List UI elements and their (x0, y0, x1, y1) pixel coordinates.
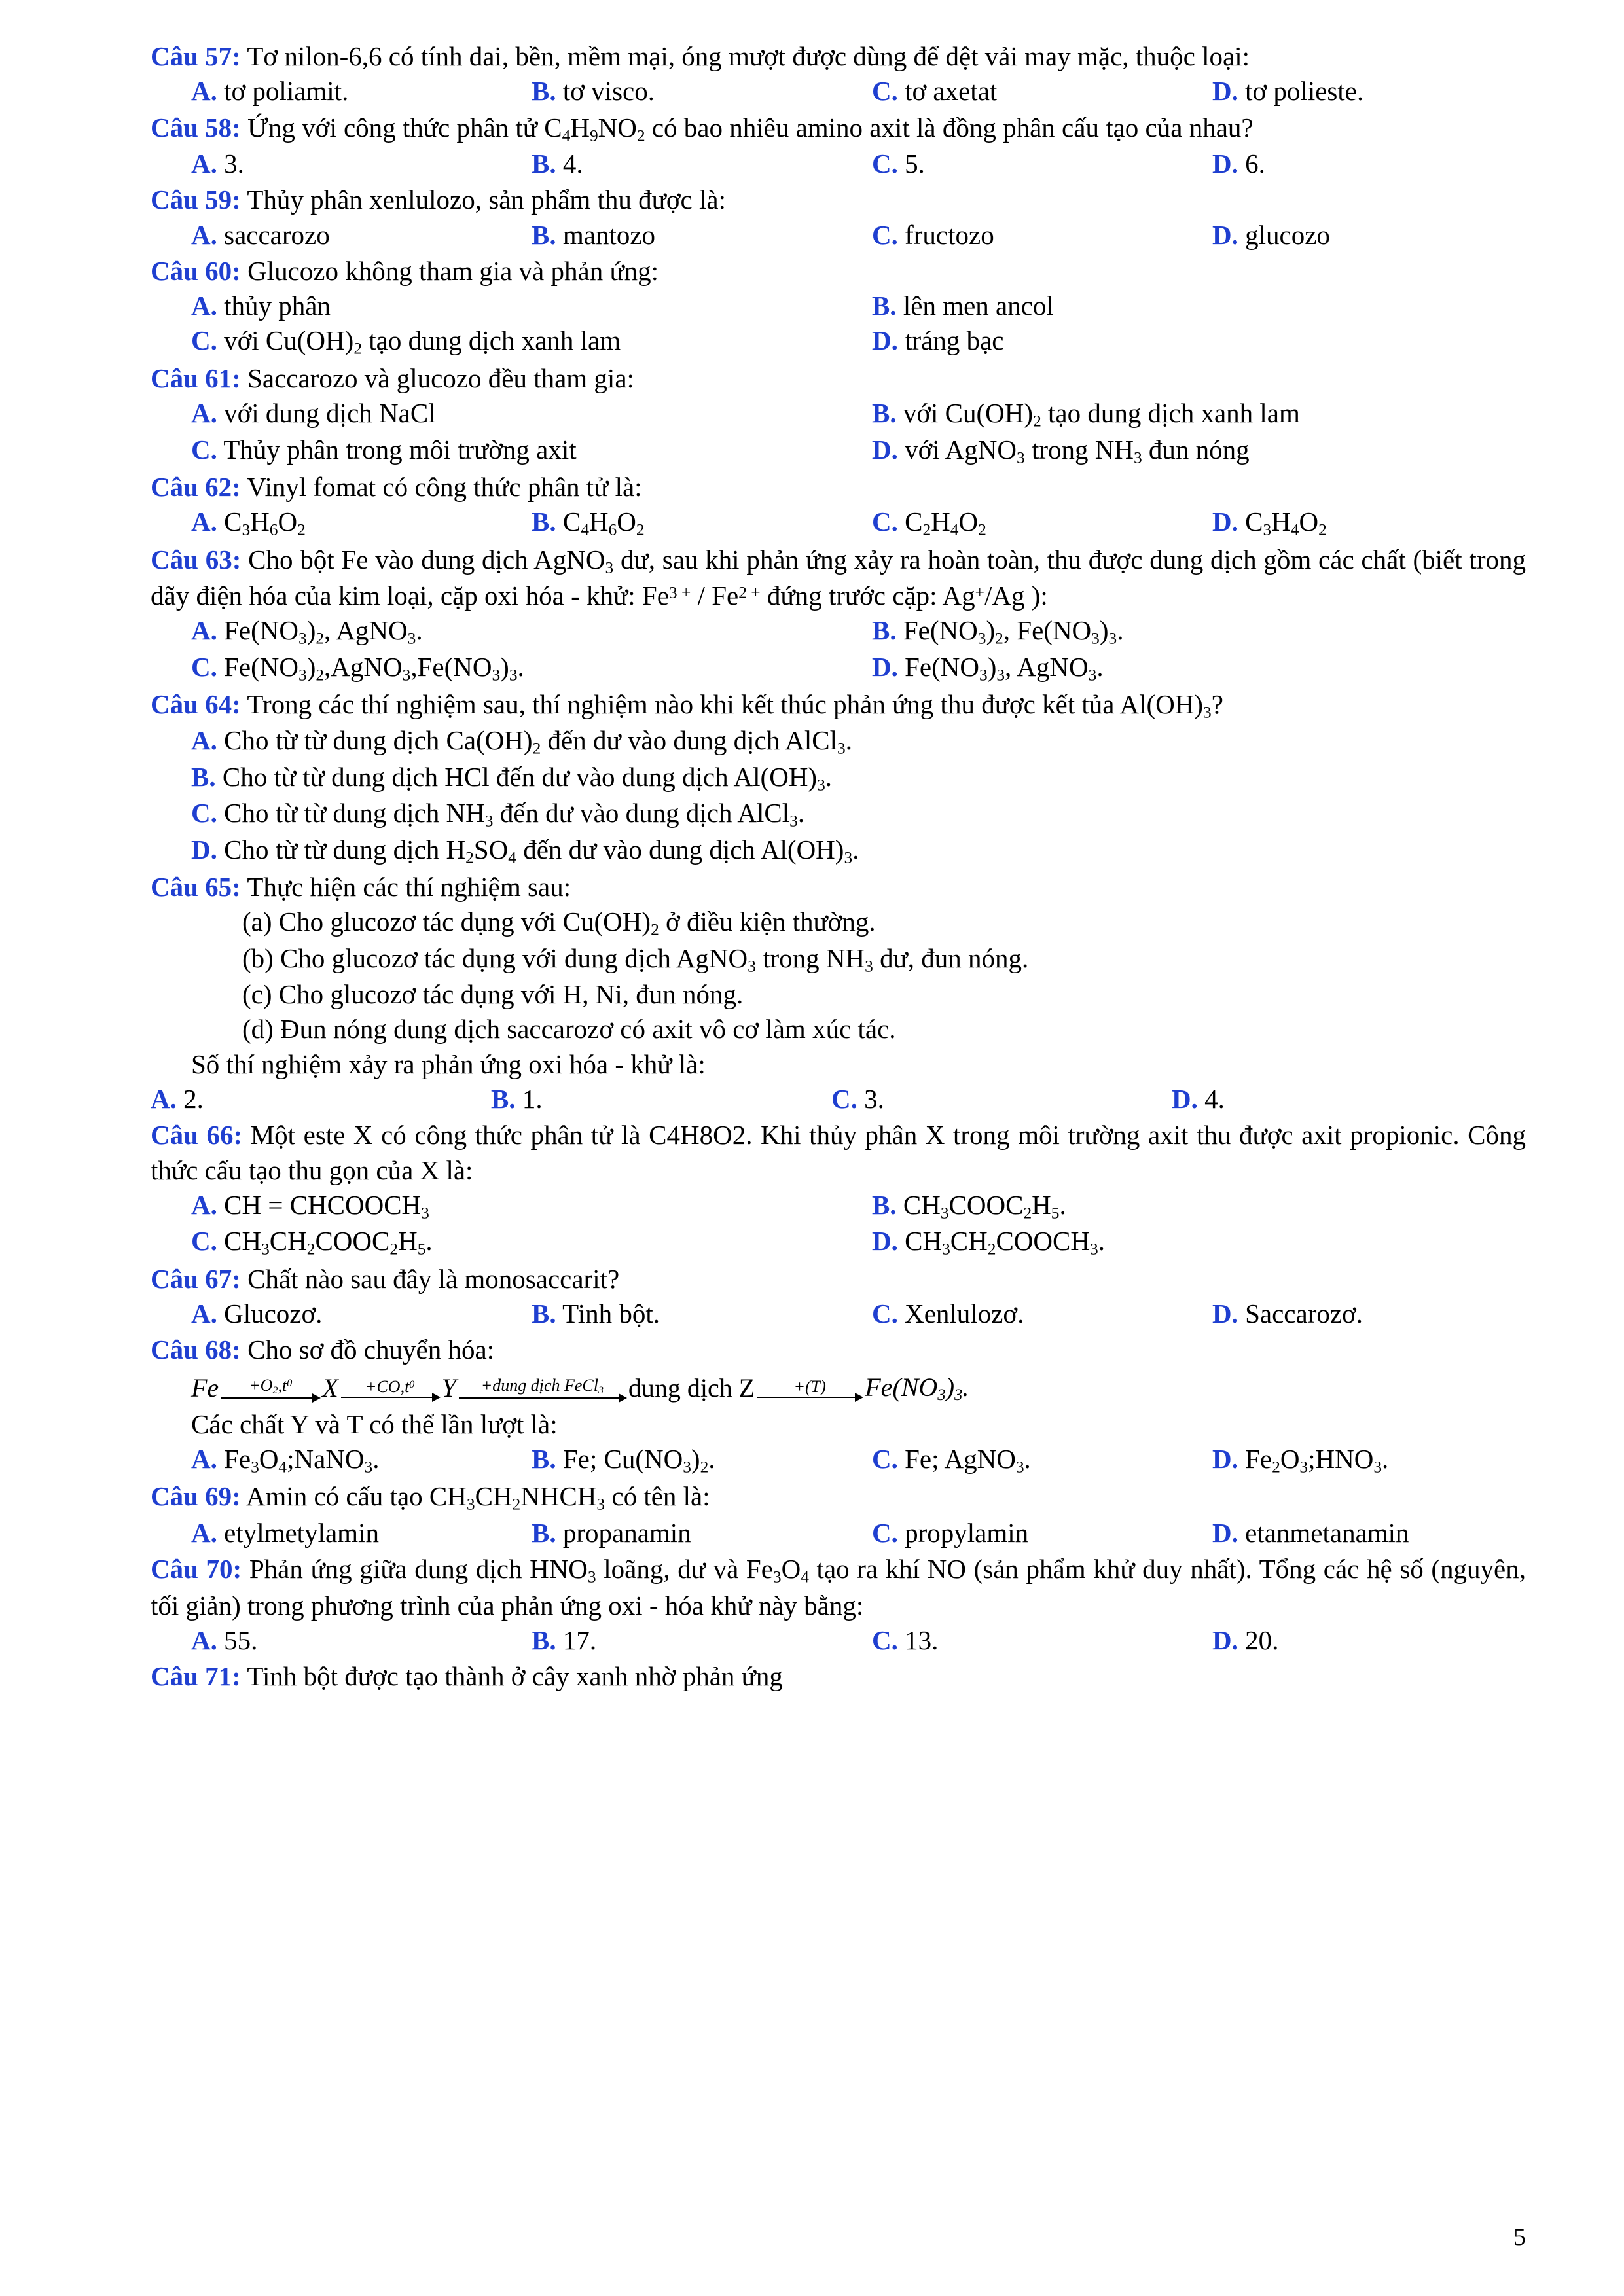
question-label: Câu 60: (151, 255, 241, 286)
option-c[interactable]: C. Fe; AgNO$_3$. (872, 1444, 1031, 1477)
question-label: Câu 68: (151, 1335, 241, 1365)
arrow-line (757, 1397, 862, 1398)
option-d[interactable]: D. glucozo (1212, 219, 1330, 250)
question-label: Câu 69: (151, 1481, 241, 1512)
option-a[interactable]: A. saccarozo (191, 219, 330, 250)
scheme-arrow-4 (757, 1378, 862, 1398)
question-label: Câu 65: (151, 872, 241, 903)
question-block (151, 870, 1526, 1117)
question-block (151, 543, 1526, 686)
option-c[interactable]: C. propylamin (872, 1517, 1029, 1548)
option-a[interactable]: A. etylmetylamin (191, 1517, 379, 1548)
option-a[interactable]: A. Cho từ từ dung dịch $Ca(OH)_2$ đến dư vào dung dịch AlCl$_3$. (191, 725, 852, 758)
question-block (151, 1479, 1526, 1551)
option-b[interactable]: B. lên men ancol (872, 291, 1054, 321)
option-d[interactable]: D. Saccarozơ. (1212, 1298, 1363, 1329)
option-a[interactable]: A. với dung dịch NaCl (191, 398, 436, 429)
question-block (151, 39, 1526, 109)
scheme-node-end: $Fe(NO_3)_3$. (865, 1372, 969, 1404)
option-a[interactable]: A. thủy phân (191, 291, 331, 321)
scheme-start: Fe (191, 1373, 219, 1403)
question-stem: Câu 58: Ứng với công thức phân tử $C_4H_9NO_2$ có bao nhiêu amino axit là đồng phân cấu tạo của nhau? (151, 112, 1254, 145)
scheme-node-x: X (322, 1373, 338, 1403)
question-label: Câu 64: (151, 689, 241, 720)
question-label: Câu 58: (151, 112, 241, 143)
option-d[interactable]: D. 6. (1212, 148, 1265, 179)
option-row (151, 1516, 1526, 1551)
sub-item: (c) Cho glucozơ tác dụng với H, Ni, đun nóng. (242, 979, 744, 1010)
question-stem: Câu 64: Trong các thí nghiệm sau, thí nghiệm nào khi kết thúc phản ứng thu được kết tủa $Al(OH)_3$? (151, 689, 1223, 722)
option-a[interactable]: A. 2. (151, 1084, 204, 1115)
option-a[interactable]: A. tơ poliamit. (191, 76, 349, 107)
question-block (151, 361, 1526, 469)
option-c[interactable]: C. Cho từ từ dung dịch $NH_3$ đến dư vào dung dịch AlCl$_3$. (191, 798, 805, 831)
option-b[interactable]: B. mantozo (532, 219, 656, 250)
option-b[interactable]: B. $C_4H_6O_2$ (532, 507, 645, 539)
option-b[interactable]: B. 1. (491, 1084, 543, 1115)
question-label: Câu 71: (151, 1661, 241, 1692)
option-row (151, 74, 1526, 109)
option-a[interactable]: A. $Fe_3O_4;NaNO_3$. (191, 1444, 380, 1477)
option-c[interactable]: C. $C_2H_4O_2$ (872, 507, 986, 539)
option-d[interactable]: D. $CH_3CH_2COOCH_3$. (872, 1226, 1105, 1259)
option-row (151, 505, 1526, 541)
option-d[interactable]: D. $Fe(NO_3)_3$, AgNO$_3$. (872, 651, 1104, 685)
option-row (151, 1623, 1526, 1658)
option-b[interactable]: B. Tinh bột. (532, 1298, 660, 1329)
option-row (151, 1188, 1526, 1224)
option-d[interactable]: D. tráng bạc (872, 325, 1004, 356)
scheme-arrow-1 (221, 1377, 319, 1399)
question-label: Câu 67: (151, 1263, 241, 1294)
question-stem: Câu 65: Thực hiện các thí nghiệm sau: (151, 872, 571, 903)
option-c[interactable]: C. 5. (872, 148, 925, 179)
sub-item: (d) Đun nóng dung dịch saccarozơ có axit vô cơ làm xúc tác. (242, 1014, 896, 1045)
option-row (151, 433, 1526, 469)
option-c[interactable]: C. $CH_3CH_2COOC_2H_5$. (191, 1226, 433, 1259)
question-block (151, 254, 1526, 360)
question-label: Câu 66: (151, 1120, 243, 1151)
option-c[interactable]: C. Thủy phân trong môi trường axit (191, 434, 577, 465)
option-d[interactable]: D. $Fe_2O_3;HNO_3$. (1212, 1444, 1389, 1477)
question-label: Câu 59: (151, 185, 241, 215)
question-stem: Câu 57: Tơ nilon-6,6 có tính dai, bền, mềm mại, óng mượt được dùng để dệt vải may mặc, thuộc loại: (151, 41, 1250, 71)
option-row (151, 613, 1526, 649)
option-c[interactable]: C. 3. (831, 1084, 884, 1115)
question-block (151, 1262, 1526, 1332)
option-b[interactable]: B. Fe; $Cu(NO_3)_2$. (532, 1444, 715, 1477)
scheme-node-y: Y (441, 1373, 456, 1403)
scheme-arrow-label: $+O_2,t^0$ (249, 1376, 293, 1397)
option-b[interactable]: B. Cho từ từ dung dịch HCl đến dư vào dung dịch $Al(OH)_3$. (191, 761, 833, 795)
option-c[interactable]: C. 13. (872, 1624, 939, 1655)
reaction-scheme (151, 1372, 1526, 1405)
option-row (151, 650, 1526, 686)
option-row (151, 147, 1526, 181)
question-stem: Câu 62: Vinyl fomat có công thức phân tử là: (151, 471, 642, 502)
page-number: 5 (1513, 2223, 1526, 2251)
sub-item: (a) Cho glucozơ tác dụng với $Cu(OH)_2$ ở điều kiện thường. (242, 906, 876, 939)
question-stem (151, 1659, 1526, 1694)
question-stem: Câu 66: Một este X có công thức phân tử là C4H8O2. Khi thủy phân X trong môi trường axit thu được axit propionic. Công thức cấu tạo thu gọn của X là: (151, 1120, 1526, 1185)
option-row (151, 1297, 1526, 1331)
option-a[interactable]: A. 55. (191, 1624, 258, 1655)
scheme-arrow-label: +dung dịch FeCl$_3$ (480, 1376, 604, 1397)
option-b[interactable]: B. với $Cu(OH)_2$ tạo dung dịch xanh lam (872, 398, 1300, 431)
option-c[interactable]: C. Xenlulozơ. (872, 1298, 1024, 1329)
sub-item: (b) Cho glucozơ tác dụng với dung dịch AgNO$_3$ trong $NH_3$ dư, đun nóng. (242, 942, 1029, 976)
option-row (151, 289, 1526, 323)
option-d[interactable]: D. $C_3H_4O_2$ (1212, 507, 1327, 539)
scheme-arrow-label: +(T) (793, 1376, 826, 1396)
option-row (151, 396, 1526, 432)
scheme-arrow-2 (341, 1378, 439, 1398)
question-block (151, 687, 1526, 869)
option-d[interactable]: D. etanmetanamin (1212, 1517, 1409, 1548)
option-d[interactable]: D. Cho từ từ dung dịch $H_2SO_4$ đến dư vào dung dịch $Al(OH)_3$. (191, 834, 859, 867)
option-row (151, 218, 1526, 253)
option-c[interactable]: C. $Fe(NO_3)_2,AgNO_3,Fe(NO_3)_3$. (191, 651, 524, 685)
option-b[interactable]: B. $CH_3COOC_2H_5$. (872, 1189, 1066, 1223)
question-stem: Câu 70: Phản ứng giữa dung dịch $HNO_3$ loãng, dư và $Fe_3O_4$ tạo ra khí NO (sản phẩm khử duy nhất). Tổng các hệ số (nguyên, tối giản) trong phương trình của phản ứng oxi - hóa khử này bằng: (151, 1554, 1526, 1621)
question-continuation: Các chất Y và T có thể lần lượt là: (191, 1408, 558, 1439)
option-d[interactable]: D. với AgNO$_3$ trong $NH_3$ đun nóng (872, 434, 1250, 467)
question-label: Câu 62: (151, 471, 241, 502)
question-label: Câu 57: (151, 41, 241, 71)
question-block (151, 111, 1526, 182)
option-c[interactable]: C. với $Cu(OH)_2$ tạo dung dịch xanh lam (191, 325, 621, 358)
option-b[interactable]: B. 17. (532, 1624, 597, 1655)
option-a[interactable]: A. 3. (191, 148, 244, 179)
question-stem: Câu 59: Thủy phân xenlulozo, sản phẩm thu được là: (151, 185, 726, 215)
question-block (151, 1118, 1526, 1260)
option-a[interactable]: A. $Fe(NO_3)_2$, AgNO$_3$. (191, 615, 423, 648)
option-d[interactable]: D. tơ polieste. (1212, 76, 1364, 107)
option-c[interactable]: C. tơ axetat (872, 76, 998, 107)
question-stem: Câu 69: Amin có cấu tạo $CH_3CH_2NHCH_3$ có tên là: (151, 1481, 710, 1514)
question-stem: Câu 61: Saccarozo và glucozo đều tham gia: (151, 363, 634, 393)
option-a[interactable]: A. $C_3H_6O_2$ (191, 507, 306, 539)
option-b[interactable]: B. tơ visco. (532, 76, 655, 107)
question-label: Câu 61: (151, 363, 241, 393)
option-a[interactable]: A. Glucozơ. (191, 1298, 323, 1329)
arrow-line (221, 1397, 319, 1399)
scheme-arrow-3 (459, 1377, 626, 1399)
question-stem: Câu 60: Glucozo không tham gia và phản ứng: (151, 255, 659, 286)
option-row (151, 1224, 1526, 1260)
question-block (151, 1333, 1526, 1478)
question-label: Câu 70: (151, 1554, 242, 1585)
question-continuation: Số thí nghiệm xảy ra phản ứng oxi hóa - khử là: (191, 1049, 706, 1079)
question-stem-text: Tinh bột được tạo thành ở cây xanh nhờ phản ứng (247, 1661, 783, 1692)
question-stem: Câu 63: Cho bột Fe vào dung dịch AgNO$_3$ dư, sau khi phản ứng xảy ra hoàn toàn, thu được dung dịch gồm các chất (biết trong dãy điện hóa của kim loại, cặp oxi hóa - khử: $Fe^{3 +} / Fe^{2 +}$ đứng trước cặp: Ag+/Ag ): (151, 544, 1526, 611)
option-c[interactable]: C. fructozo (872, 219, 994, 250)
question-stem: Câu 68: Cho sơ đồ chuyển hóa: (151, 1335, 495, 1365)
question-block (151, 183, 1526, 253)
option-b[interactable]: B. $Fe(NO_3)_2$, $Fe(NO_3)_3$. (872, 615, 1124, 648)
option-b[interactable]: B. 4. (532, 148, 583, 179)
question-label: Câu 63: (151, 544, 242, 575)
option-row (151, 1082, 1526, 1117)
question-block (151, 1552, 1526, 1658)
question-stem: Câu 67: Chất nào sau đây là monosaccarit? (151, 1263, 620, 1294)
option-a[interactable]: A. CH = $CHCOOCH_3$ (191, 1189, 429, 1223)
arrow-line (341, 1397, 439, 1398)
scheme-arrow-label: $+CO,t^0$ (365, 1376, 415, 1396)
option-d[interactable]: D. 20. (1212, 1624, 1279, 1655)
question-block (151, 1659, 1526, 1694)
option-row (151, 1442, 1526, 1478)
question-block (151, 470, 1526, 541)
scheme-node-z: dung dịch Z (628, 1373, 755, 1403)
option-row (151, 323, 1526, 359)
option-d[interactable]: D. 4. (1172, 1084, 1225, 1115)
arrow-line (459, 1397, 626, 1399)
option-b[interactable]: B. propanamin (532, 1517, 691, 1548)
